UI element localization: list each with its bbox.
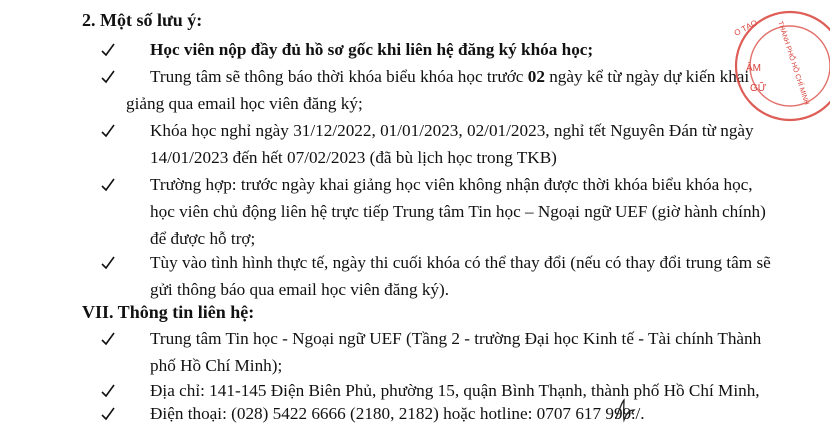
item-text: Điện thoại: (028) 5422 6666 (2180, 2182) hoặc hotline: 0707 617 999./. bbox=[150, 404, 645, 423]
stamp-text-mid2: GỮ bbox=[750, 83, 767, 94]
item-text: Trung tâm Tin học - Ngoại ngữ UEF (Tầng 2 - trường Đại học Kinh tế - Tài chính Thành bbox=[150, 329, 762, 348]
item-text-continued: gửi thông báo qua email học viên đăng ký). bbox=[150, 280, 450, 299]
item-text-continued: học viên chủ động liên hệ trực tiếp Trung tâm Tin học – Ngoại ngữ UEF (giờ hành chính) bbox=[150, 202, 766, 221]
check-mark-icon bbox=[100, 400, 116, 427]
item-text: Khóa học nghỉ ngày 31/12/2022, 01/01/2023, 02/01/2023, nghỉ tết Nguyên Đán từ ngày bbox=[150, 121, 754, 140]
section-heading-notes: 2. Một số lưu ý: bbox=[82, 10, 203, 30]
section-heading-contact: VII. Thông tin liên hệ: bbox=[82, 302, 255, 322]
item-text-continued: để được hỗ trợ; bbox=[150, 229, 256, 248]
check-mark-icon bbox=[100, 171, 116, 198]
item-text: Trường hợp: trước ngày khai giảng học viên không nhận được thời khóa biểu khóa học, bbox=[150, 175, 753, 194]
item-text-continued: 14/01/2023 đến hết 07/02/2023 (đã bù lịch học trong TKB) bbox=[150, 148, 557, 167]
stamp-text-ring: THÀNH PHỐ HỒ CHÍ MINH bbox=[776, 20, 810, 106]
item-text-continued: phố Hồ Chí Minh); bbox=[150, 356, 283, 375]
item-text bbox=[150, 63, 749, 90]
check-mark-icon bbox=[100, 36, 116, 63]
stamp-text-top: O TẠO bbox=[732, 18, 759, 38]
check-mark-icon bbox=[100, 117, 116, 144]
check-mark-icon bbox=[100, 325, 116, 352]
item-text-continued: giảng qua email học viên đăng ký; bbox=[126, 94, 363, 113]
official-stamp bbox=[720, 8, 830, 128]
item-text: Địa chỉ: 141-145 Điện Biên Phủ, phường 15, quận Bình Thạnh, thành phố Hồ Chí Minh, bbox=[150, 381, 760, 400]
stamp-text-mid1: ÂM bbox=[746, 63, 761, 74]
item-text: Học viên nộp đầy đủ hồ sơ gốc khi liên hệ đăng ký khóa học; bbox=[150, 40, 594, 59]
check-mark-icon bbox=[100, 249, 116, 276]
item-text-part: ngày kể từ ngày dự kiến khai bbox=[544, 67, 750, 86]
check-mark-icon bbox=[100, 63, 116, 90]
item-text-part: Trung tâm sẽ thông báo thời khóa biểu khóa học trước bbox=[150, 67, 528, 86]
item-text: Tùy vào tình hình thực tế, ngày thi cuối khóa có thể thay đổi (nếu có thay đổi trung tâm sẽ bbox=[150, 253, 771, 272]
item-text-bold: 02 bbox=[527, 67, 545, 86]
signature-scribble bbox=[612, 396, 642, 424]
